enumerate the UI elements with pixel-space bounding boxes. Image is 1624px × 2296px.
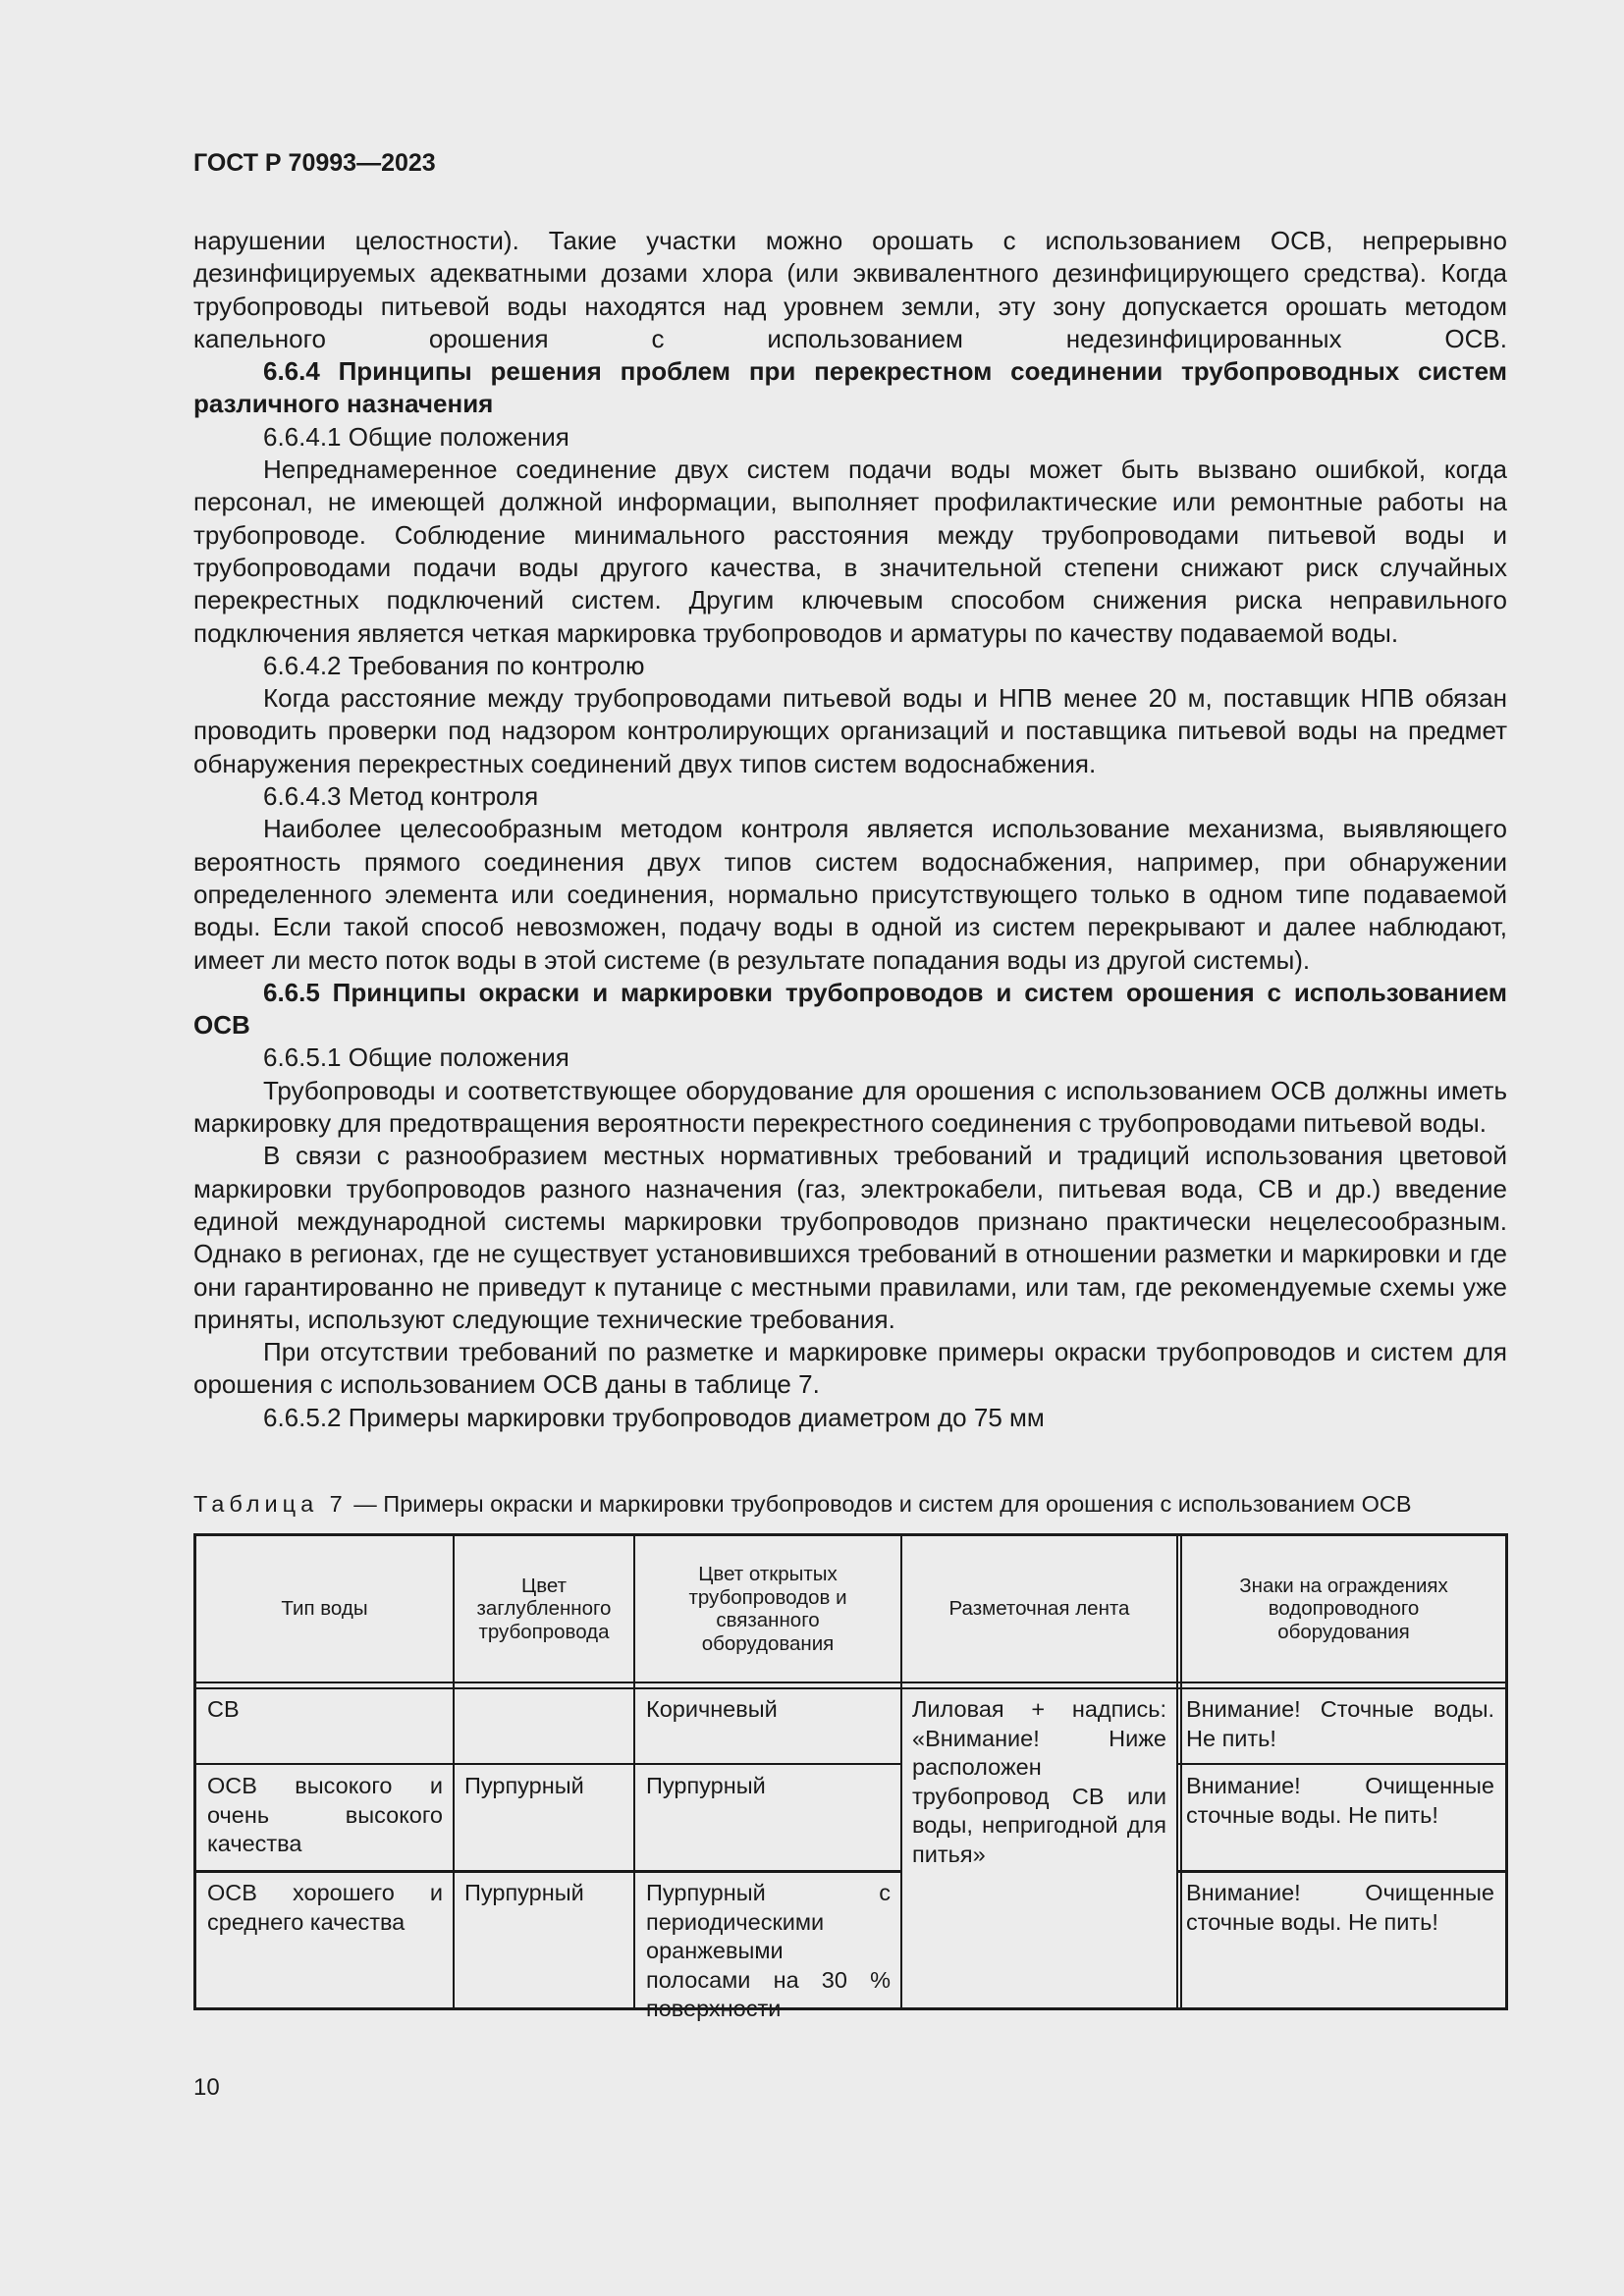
document-body [193,225,1507,1434]
cell-fence-sign: Внимание! Очищенные сточные воды. Не пить! [1186,1773,1494,1828]
subsection-heading-6-6-4-2: 6.6.4.2 Требования по контролю [263,650,645,680]
table-caption-label: Таблица 7 [193,1491,348,1517]
cell-open-color: Коричневый [646,1696,778,1722]
subsection-heading-6-6-5-2: 6.6.5.2 Примеры маркировки трубопроводов диаметром до 75 мм [263,1402,1045,1432]
section-heading-6-6-4: 6.6.4 Принципы решения проблем при перекрестном соединении трубопроводных систем различного назначения [193,356,1507,419]
cell-buried-color [455,1689,633,1695]
paragraph: нарушении целостности). Такие участки можно орошать с использованием ОСВ, непрерывно дезинфицируемых адекватными дозами хлора (или эквивалентного дезинфицирующего средства). Когда трубопроводы питьевой воды находятся над уровнем земли, эту зону допускается орошать методом капельного орошения с использованием недезинфицированных ОСВ. [193,226,1507,353]
cell-open-color: Пурпурный с периодическими оранжевыми полосами на 30 % поверхности [646,1880,891,2021]
paragraph: В связи с разнообразием местных нормативных требований и традиций использования цветовой маркировки трубопроводов разного назначения (газ, электрокабели, питьевая вода, СВ и др.) введение единой международной системы маркировки трубопроводов признано практически нецелесообразным. Однако в регионах, где не существует установившихся требований в отношении разметки и маркировки и где они гарантированно не приведут к путанице с местными правилами, или там, где рекомендуемые схемы уже приняты, используют следующие технические требования. [193,1141,1507,1334]
cell-water-type: ОСВ высокого и очень высокого качества [207,1773,443,1856]
table-caption [193,1491,1509,1518]
paragraph: При отсутствии требований по разметке и маркировке примеры окраски трубопроводов и систем для орошения с использованием ОСВ даны в таблице 7. [193,1337,1507,1400]
section-heading-6-6-5: 6.6.5 Принципы окраски и маркировки трубопроводов и систем орошения с использованием ОСВ [193,977,1507,1041]
header-cell-open-pipe-color: Цвет открытых трубопроводов и связанного оборудования [688,1563,847,1655]
header-cell-water-type: Тип воды [281,1597,368,1621]
cell-fence-sign: Внимание! Сточные воды. Не пить! [1186,1696,1494,1751]
table-caption-text: — Примеры окраски и маркировки трубопроводов и систем для орошения с использованием ОСВ [347,1491,1412,1517]
cell-water-type: СВ [207,1696,240,1722]
cell-fence-sign: Внимание! Очищенные сточные воды. Не пить! [1186,1880,1494,1935]
cell-marking-tape-merged: Лиловая + надпись: «Внимание! Ниже расположен трубопровод СВ или воды, непригодной для питья» [912,1696,1166,1867]
paragraph: Когда расстояние между трубопроводами питьевой воды и НПВ менее 20 м, поставщик НПВ обязан проводить проверки под надзором контролирующих организаций и поставщика питьевой воды на предмет обнаружения перекрестных соединений двух типов систем водоснабжения. [193,683,1507,778]
cell-water-type: ОСВ хорошего и среднего качества [207,1880,443,1935]
cell-buried-color: Пурпурный [464,1880,584,1905]
subsection-heading-6-6-4-3: 6.6.4.3 Метод контроля [263,781,539,812]
subsection-heading-6-6-4-1: 6.6.4.1 Общие положения [263,421,569,452]
document-header: ГОСТ Р 70993—2023 [193,149,436,177]
paragraph: Непреднамеренное соединение двух систем подачи воды может быть вызвано ошибкой, когда персонал, не имеющей должной информации, выполняет профилактические или ремонтные работы на трубопроводе. Соблюдение минимального расстояния между трубопроводами питьевой воды и трубопроводами подачи воды другого качества, в значительной степени снижают риск случайных перекрестных подключений систем. Другим ключевым способом снижения риска неправильного подключения является четкая маркировка трубопроводов и арматуры по качеству подаваемой воды. [193,454,1507,648]
page-number: 10 [193,2074,220,2101]
header-cell-buried-pipe-color: Цвет заглубленного трубопровода [476,1574,612,1643]
header-cell-fence-signs: Знаки на ограждениях водопроводного оборудования [1239,1574,1448,1643]
paragraph: Трубопроводы и соответствующее оборудование для орошения с использованием ОСВ должны иметь маркировку для предотвращения вероятности перекрестного соединения с трубопроводами питьевой воды. [193,1075,1507,1139]
paragraph: Наиболее целесообразным методом контроля является использование механизма, выявляющего вероятность прямого соединения двух типов систем водоснабжения, например, при обнаружении определенного элемента или соединения, нормально присутствующего только в одном типе подаваемой воды. Если такой способ невозможен, подачу воды в одной из систем перекрывают и далее наблюдают, имеет ли место поток воды в этой системе (в результате попадания воды из другой системы). [193,814,1507,975]
cell-open-color: Пурпурный [646,1773,766,1798]
marking-table [193,1533,1508,2021]
cell-buried-color: Пурпурный [464,1773,584,1798]
header-cell-marking-tape: Разметочная лента [948,1597,1130,1621]
subsection-heading-6-6-5-1: 6.6.5.1 Общие положения [263,1042,569,1073]
